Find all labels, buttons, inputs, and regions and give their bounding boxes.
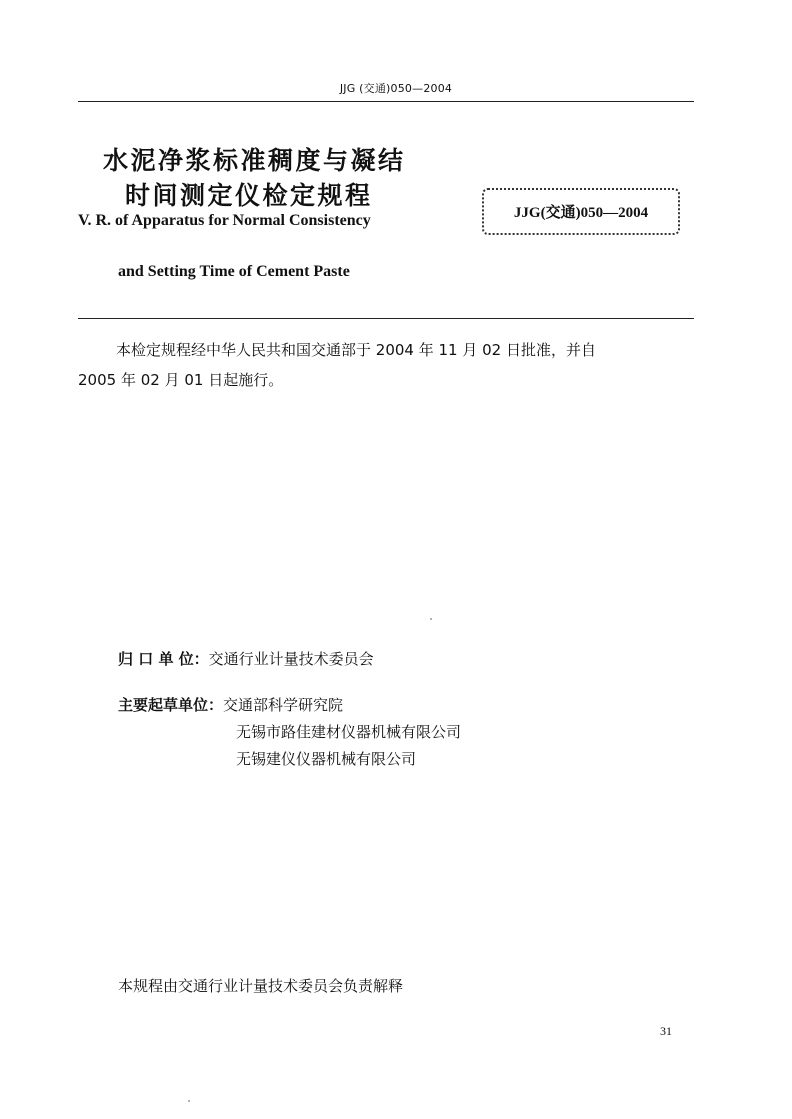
drafter-item: 无锡市路佳建材仪器机械有限公司 [236,723,462,741]
approval-text-line2: 2005 年 02 月 01 日起施行。 [78,371,284,389]
scan-speck [188,1100,190,1102]
title-zh-line1: 水泥净浆标准稠度与凝结 [103,146,406,175]
drafters-label: 主要起草单位： [118,696,224,714]
drafter-row-1 [118,694,343,715]
code-stamp-box [482,188,680,235]
header-rule [78,101,694,102]
title-en-line1: V. R. of Apparatus for Normal Consistency [78,212,371,229]
approval-text-line1: 本检定规程经中华人民共和国交通部于 2004 年 11 月 02 日批准，并自 [116,341,596,359]
owner-row [118,648,374,669]
drafter-item: 无锡建仪仪器机械有限公司 [236,750,417,768]
page-number: 31 [660,1024,672,1038]
title-en-line2: and Setting Time of Cement Paste [118,263,350,280]
title-zh-line2: 时间测定仪检定规程 [125,181,373,210]
owner-value: 交通行业计量技术委员会 [208,650,374,668]
title-rule [78,318,694,319]
owner-label: 归 口 单 位： [118,650,209,668]
scan-speck [430,618,432,620]
drafter-item: 交通部科学研究院 [223,696,344,714]
stamp-code: JJG(交通)050—2004 [513,205,649,221]
document-code-header: JJG (交通)050—2004 [339,82,453,95]
interpretation-note: 本规程由交通行业计量技术委员会负责解释 [118,977,404,995]
